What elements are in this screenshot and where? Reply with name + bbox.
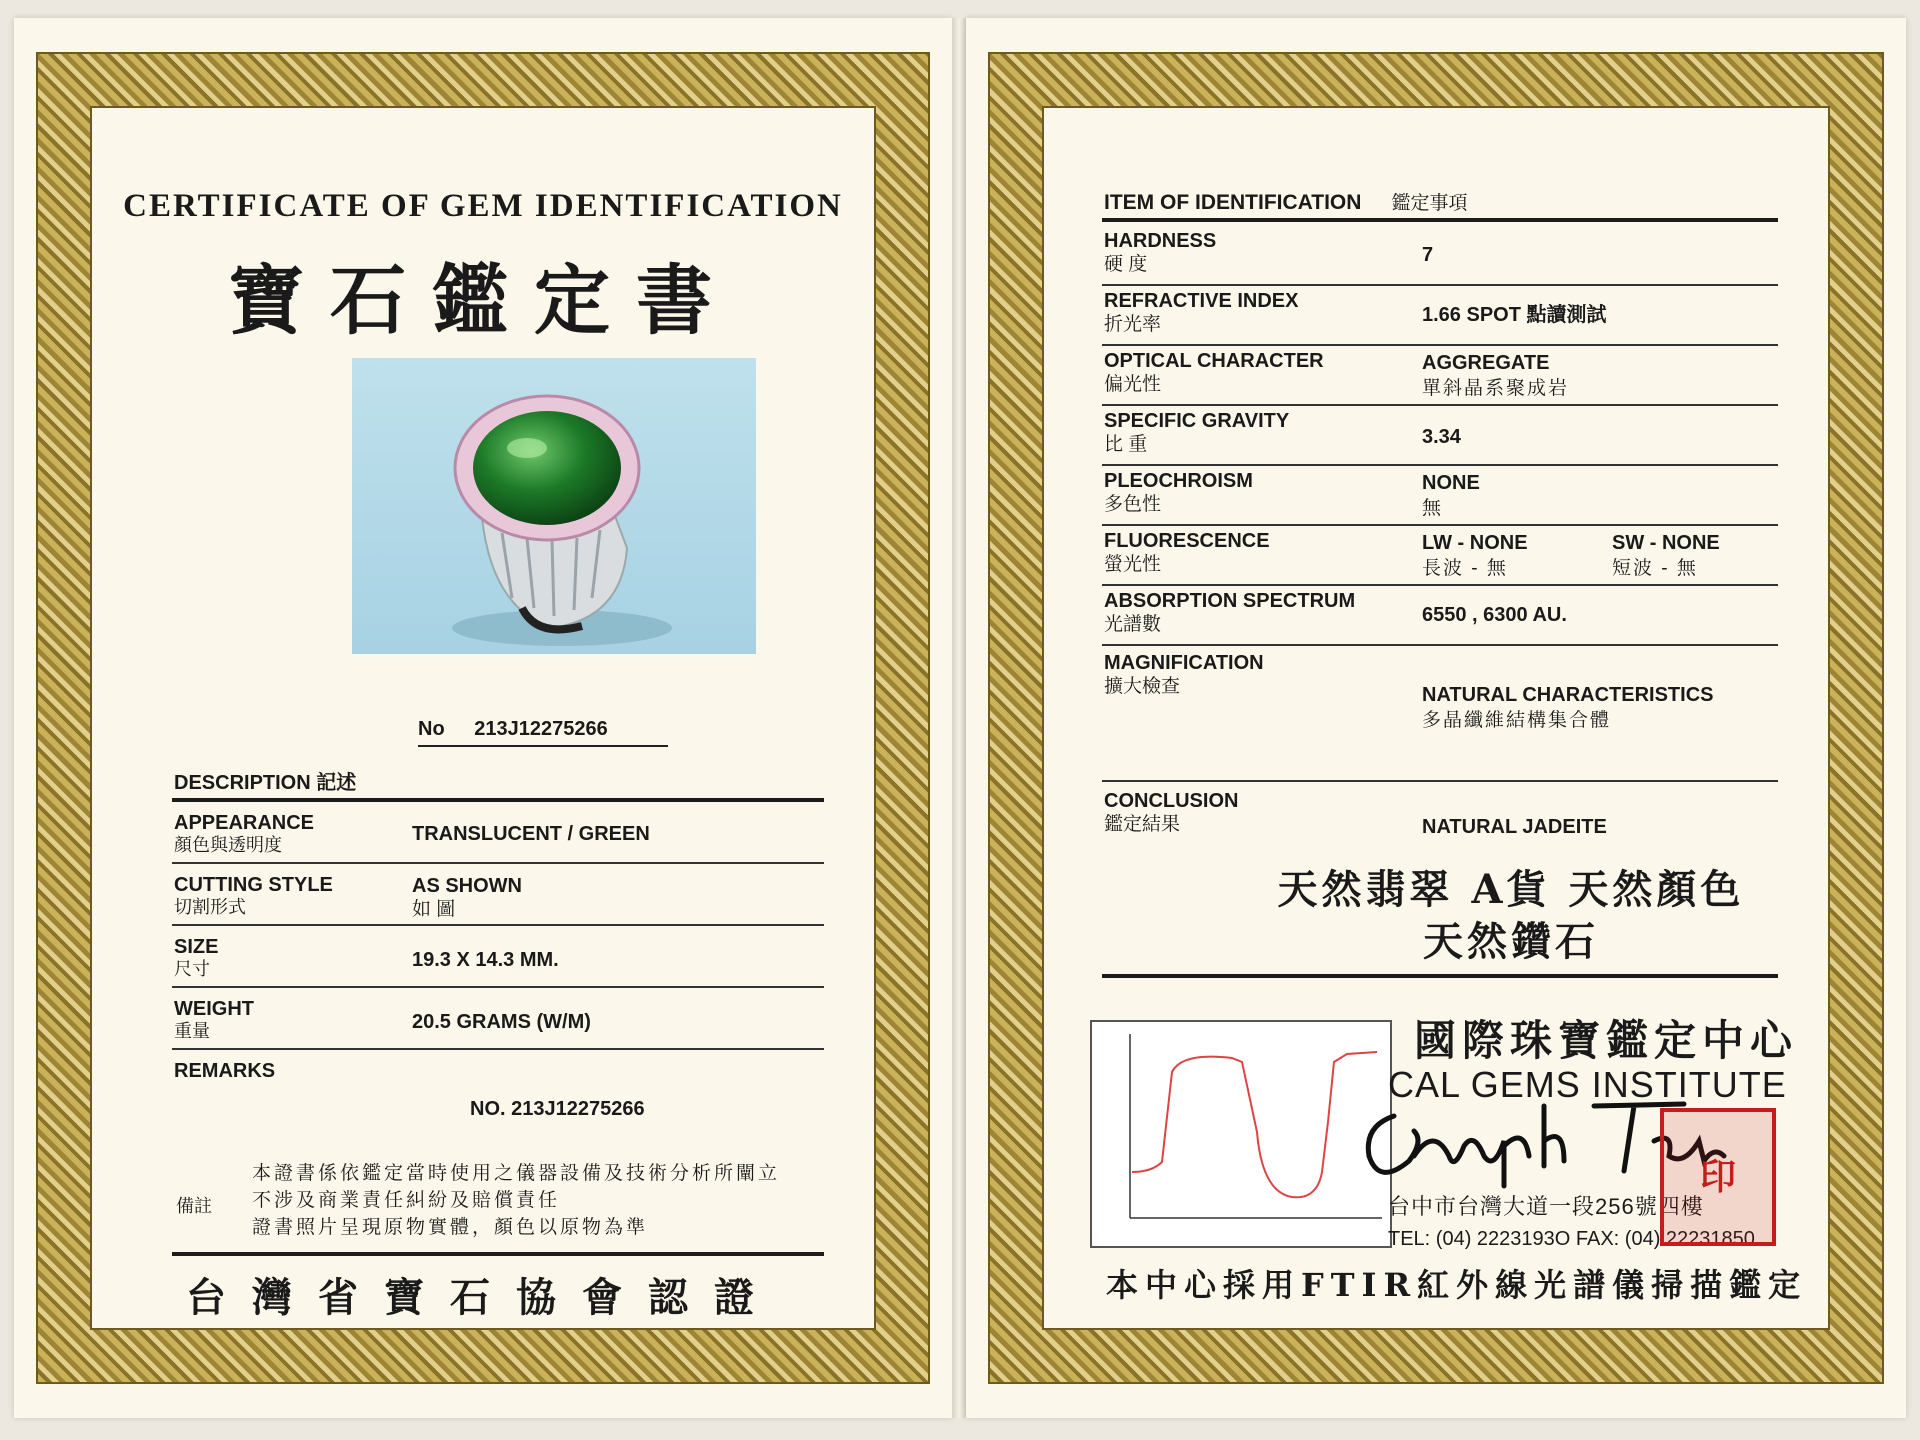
conclusion-zh-line2: 天然鑽石 xyxy=(1423,918,1599,965)
specific-gravity-value: 3.34 xyxy=(1422,426,1461,448)
right-content xyxy=(1054,118,1818,1318)
ring-photo xyxy=(352,358,756,654)
refractive-index-value: 1.66 SPOT 點讀測試 xyxy=(1422,304,1607,326)
cutting-style-label: CUTTING STYLE 切割形式 xyxy=(174,874,333,917)
divider xyxy=(172,924,824,926)
conclusion-label: CONCLUSION 鑑定結果 xyxy=(1104,790,1239,835)
weight-label: WEIGHT 重量 xyxy=(174,998,254,1041)
fluorescence-value xyxy=(1422,530,1802,582)
refractive-index-label: REFRACTIVE INDEX 折光率 xyxy=(1104,290,1299,335)
divider xyxy=(172,1048,824,1050)
certificate-right-page xyxy=(966,18,1906,1418)
longwave-value: LW - NONE 長波 - 無 xyxy=(1422,532,1528,579)
note-text: 本證書係依鑑定當時使用之儀器設備及技術分析所闡立 不涉及商業責任糾紛及賠償責任 證書照片呈現原物實體，顏色以原物為準 xyxy=(252,1163,781,1238)
pleochroism-label: PLEOCHROISM 多色性 xyxy=(1104,470,1253,515)
divider xyxy=(1102,644,1778,646)
institute-seal: 印 xyxy=(1660,1108,1776,1246)
absorption-spectrum-label: ABSORPTION SPECTRUM 光譜數 xyxy=(1104,590,1356,635)
divider xyxy=(1102,464,1778,466)
optical-character-label: OPTICAL CHARACTER 偏光性 xyxy=(1104,350,1324,395)
size-value: 19.3 X 14.3 MM. xyxy=(412,949,559,971)
institute-name-en: CAL GEMS INSTITUTE xyxy=(1388,1064,1787,1105)
divider xyxy=(1102,404,1778,406)
divider xyxy=(1102,584,1778,586)
appearance-value: TRANSLUCENT / GREEN xyxy=(412,823,650,845)
title-zh: 寶石鑑定書 xyxy=(228,256,738,345)
absorption-spectrum-graph xyxy=(1090,1020,1392,1248)
divider xyxy=(172,862,824,864)
description-heading: DESCRIPTION 記述 xyxy=(174,772,357,794)
remarks-value: NO. 213J12275266 xyxy=(470,1098,645,1120)
divider xyxy=(1102,780,1778,782)
institute-address: 台中市台灣大道一段256號四樓 xyxy=(1388,1194,1704,1219)
hardness-value: 7 xyxy=(1422,244,1434,266)
appearance-label: APPEARANCE 顏色與透明度 xyxy=(174,812,315,855)
ftir-statement: 本中心採用FTIR紅外線光譜儀掃描鑑定 xyxy=(1106,1266,1808,1304)
magnification-value: NATURAL CHARACTERISTICS 多晶纖維結構集合體 xyxy=(1422,684,1714,731)
conclusion-value: NATURAL JADEITE xyxy=(1422,816,1607,838)
institute-name-zh: 國際珠寶鑑定中心 xyxy=(1414,1016,1799,1065)
remarks-label: REMARKS xyxy=(174,1060,276,1082)
jade-ring-image xyxy=(352,358,756,654)
fluorescence-label: FLUORESCENCE 螢光性 xyxy=(1104,530,1270,575)
page-fold xyxy=(952,18,966,1418)
left-content xyxy=(102,118,864,1321)
weight-value: 20.5 GRAMS (W/M) xyxy=(412,1011,591,1033)
divider xyxy=(172,1252,824,1256)
identification-heading: ITEM OF IDENTIFICATION 鑑定事項 xyxy=(1104,191,1468,214)
divider xyxy=(1102,524,1778,526)
note-label: 備註 xyxy=(176,1196,212,1216)
size-label: SIZE 尺寸 xyxy=(174,936,219,979)
cutting-style-value: AS SHOWN 如 圖 xyxy=(412,875,522,920)
divider xyxy=(1102,974,1778,978)
divider xyxy=(172,986,824,988)
divider xyxy=(1102,284,1778,286)
absorption-spectrum-value: 6550 , 6300 AU. xyxy=(1422,604,1567,626)
hardness-label: HARDNESS 硬 度 xyxy=(1104,230,1217,275)
association-name: 台灣省寶石協會認證 xyxy=(186,1274,780,1321)
certificate-number xyxy=(418,718,668,747)
divider xyxy=(1102,344,1778,346)
certificate-left-page xyxy=(14,18,952,1418)
conclusion-zh-line1: 天然翡翠 A貨 天然顏色 xyxy=(1277,866,1745,913)
title-en: CERTIFICATE OF GEM IDENTIFICATION xyxy=(123,188,843,224)
optical-character-value: AGGREGATE 單斜晶系聚成岩 xyxy=(1422,352,1570,399)
magnification-label: MAGNIFICATION 擴大檢查 xyxy=(1104,652,1264,697)
pleochroism-value: NONE 無 xyxy=(1422,472,1480,519)
institute-phone-fax: TEL: (04) 2223193O FAX: (04) 22231850 xyxy=(1388,1228,1755,1250)
shortwave-value: SW - NONE 短波 - 無 xyxy=(1612,532,1720,579)
divider xyxy=(1102,218,1778,222)
no-label: No xyxy=(418,718,445,740)
no-value: 213J12275266 xyxy=(474,718,608,740)
divider xyxy=(172,798,824,802)
specific-gravity-label: SPECIFIC GRAVITY 比 重 xyxy=(1104,410,1290,455)
